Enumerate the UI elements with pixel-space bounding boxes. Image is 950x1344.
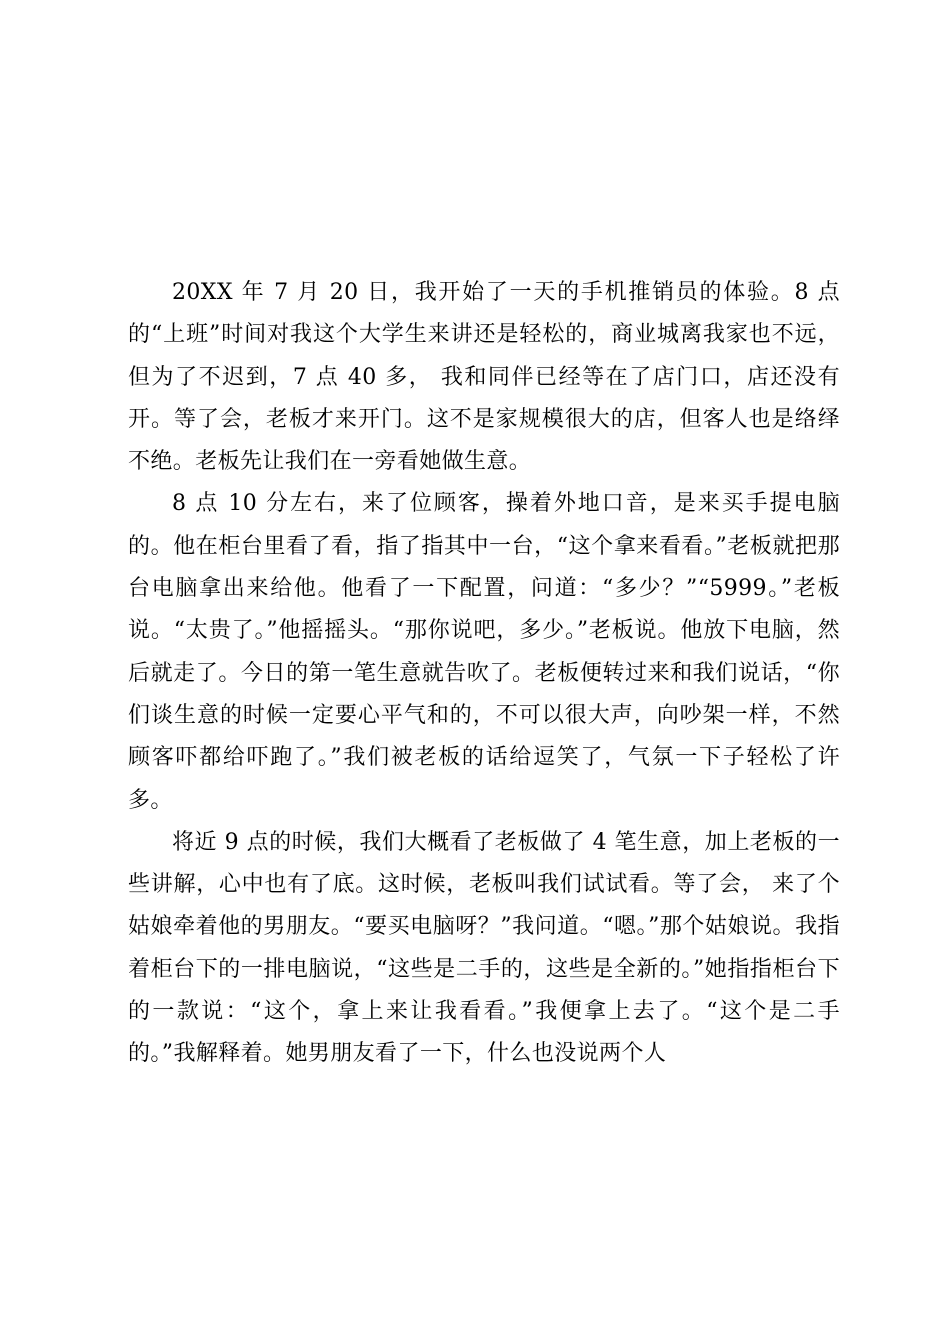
paragraph-2: 8 点 10 分左右，来了位顾客，操着外地口音，是来买手提电脑的。他在柜台里看了看，指了指其中一台，“这个拿来看看。”老板就把那台电脑拿出来给他。他看了一下配置，问道：“多少？”“5999。”老板说。“太贵了。”他摇摇头。“那你说吧，多少。”老板说。他放下电脑，然后就走了。今日的第一笔生意就告吹了。老板便转过来和我们说话，“你们谈生意的时候一定要心平气和的，不可以很大声，向吵架一样，不然顾客吓都给吓跑了。”我们被老板的话给逗笑了，气氛一下子轻松了许多。 — [128, 491, 840, 813]
document-body — [128, 272, 840, 1076]
paragraph-1: 20XX 年 7 月 20 日，我开始了一天的手机推销员的体验。8 点的“上班”时间对我这个大学生来讲还是轻松的，商业城离我家也不远，但为了不迟到，7 点 40 多， 我和同伴已经等在了店门口，店还没有开。等了会，老板才来开门。这不是家规模很大的店，但客人也是络绎不绝。老板先让我们在一旁看她做生意。 — [128, 280, 840, 475]
paragraph-3: 将近 9 点的时候，我们大概看了老板做了 4 笔生意，加上老板的一些讲解，心中也有了底。这时候，老板叫我们试试看。等了会， 来了个姑娘牵着他的男朋友。“要买电脑呀？”我问道。“嗯。”那个姑娘说。我指着柜台下的一排电脑说，“这些是二手的，这些是全新的。”她指指柜台下的一款说：“这个，拿上来让我看看。”我便拿上去了。“这个是二手的。”我解释着。她男朋友看了一下，什么也没说两个人 — [128, 829, 840, 1067]
